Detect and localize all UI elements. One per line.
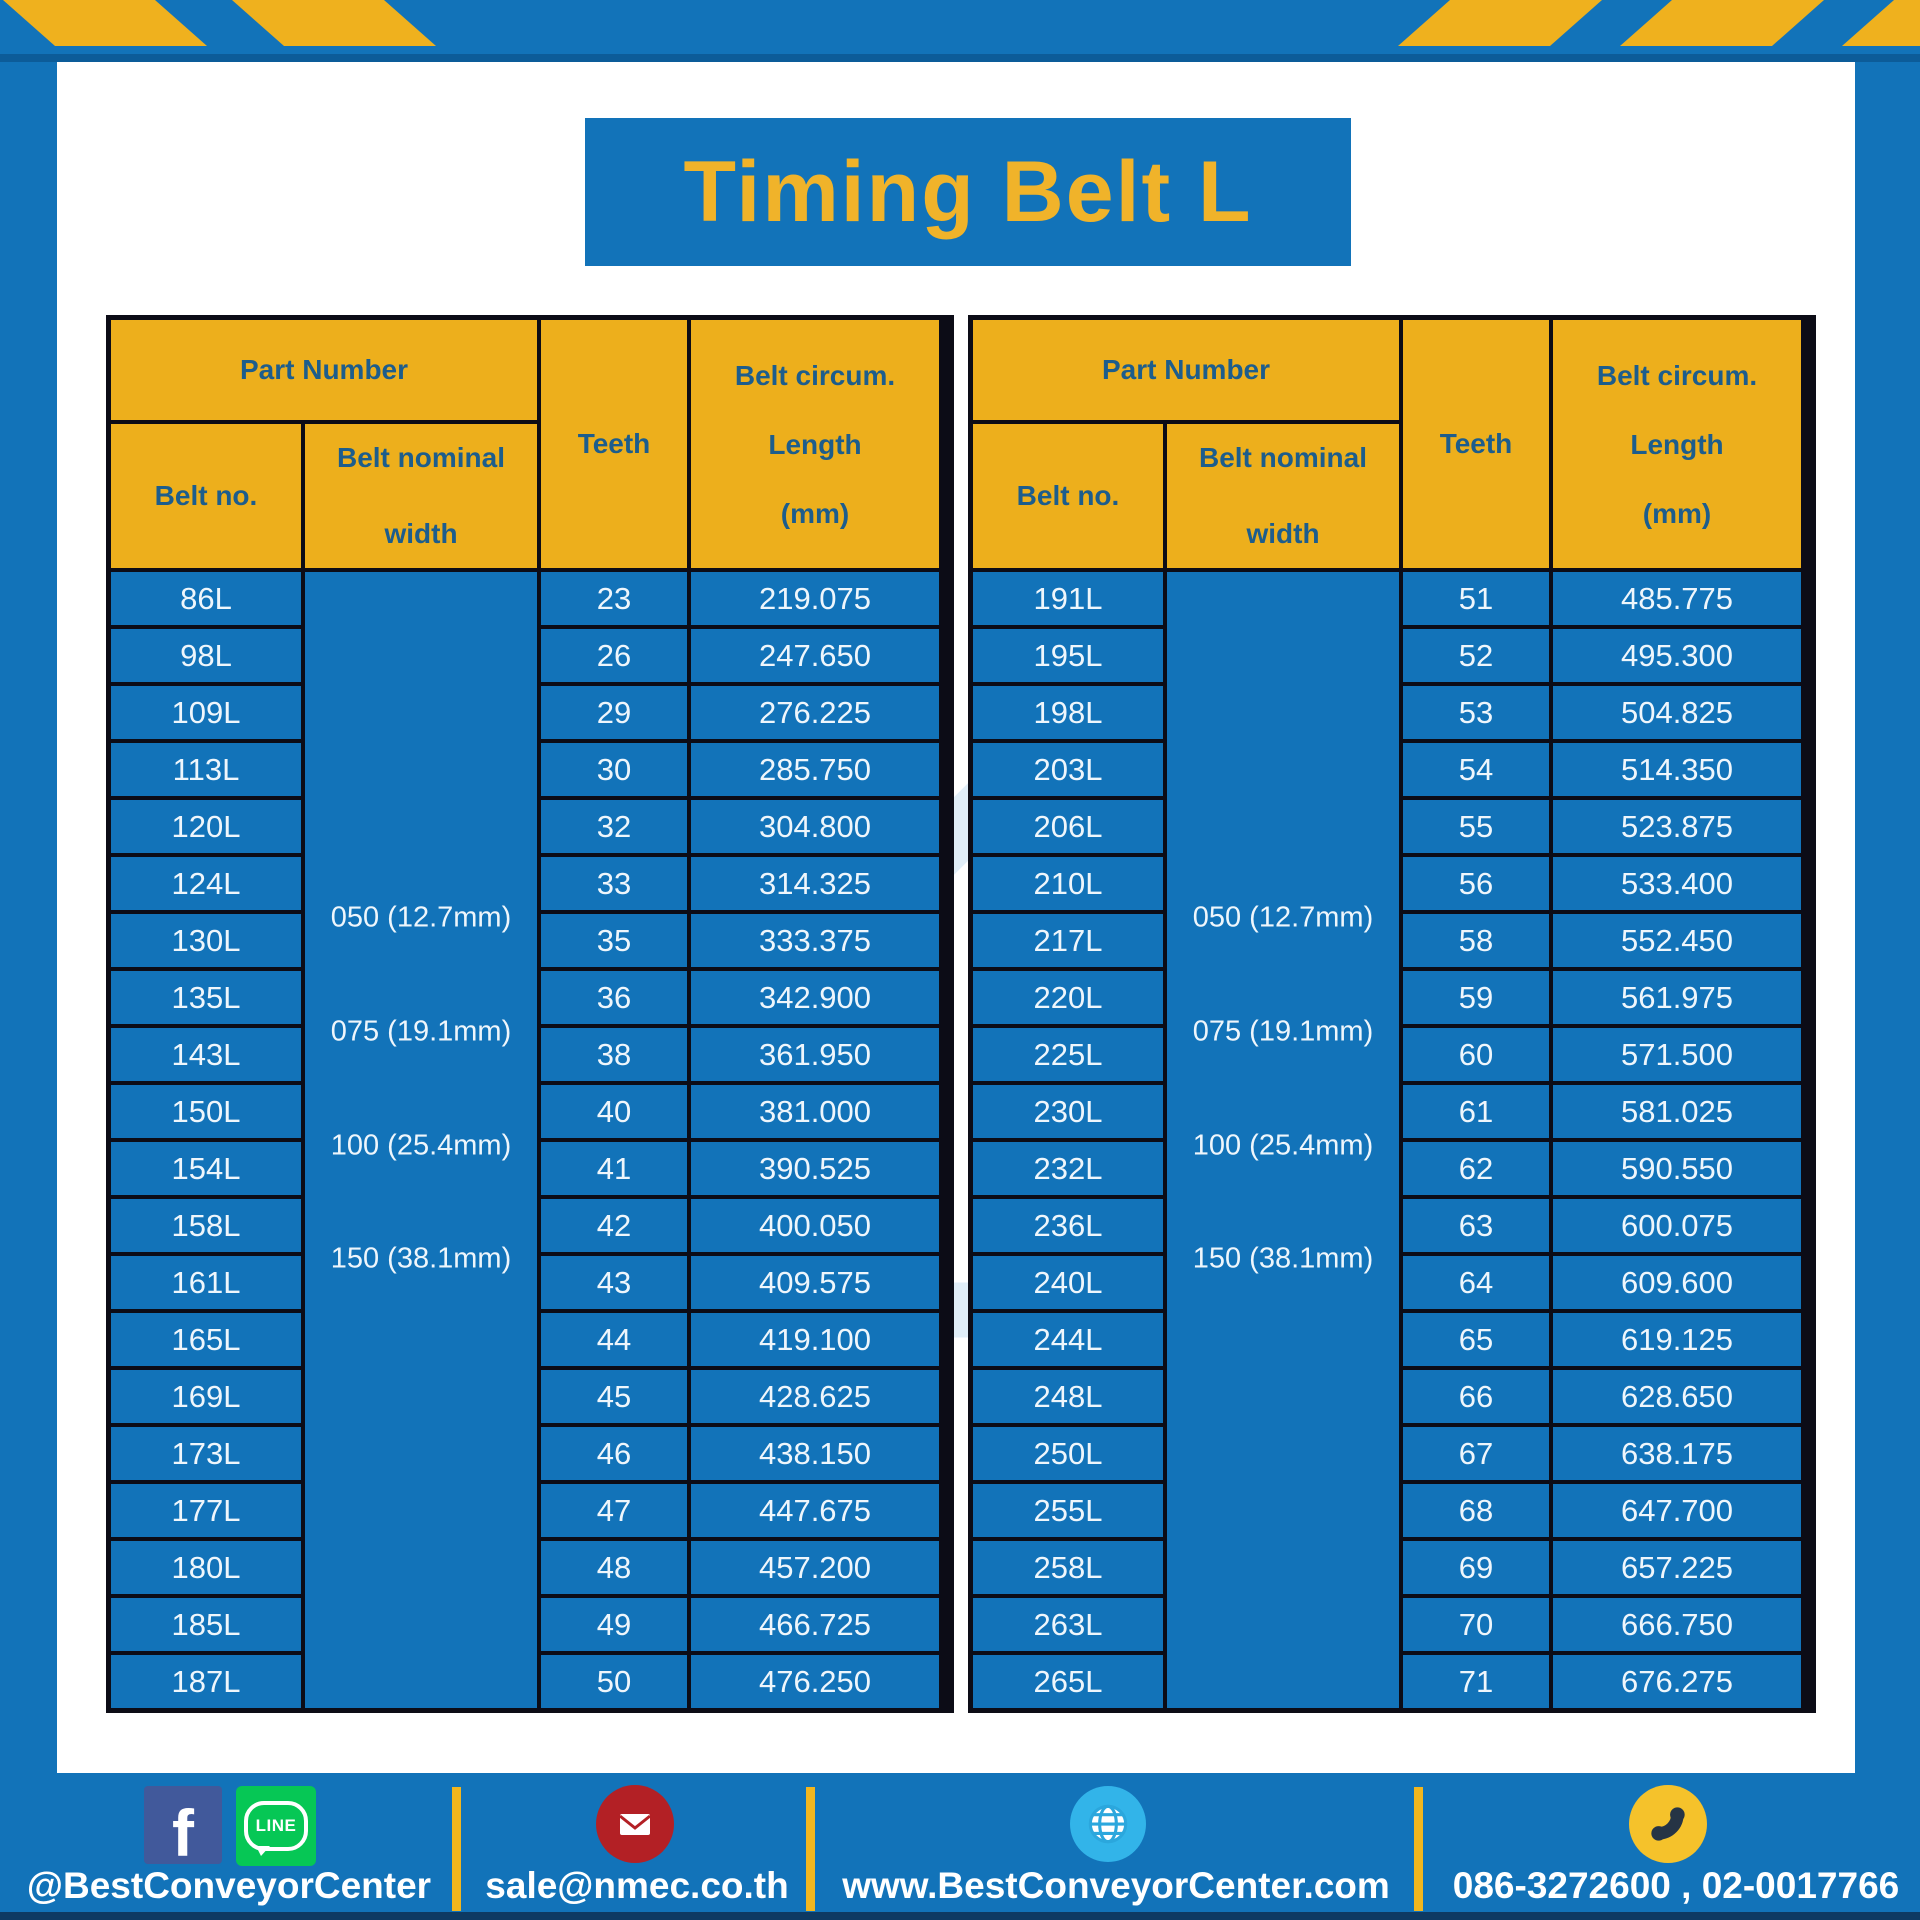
table-body (973, 572, 1811, 1708)
length-cell: 619.125 (1553, 1313, 1801, 1366)
belt-no-cell: 225L (973, 1028, 1163, 1081)
top-band-divider (0, 54, 1920, 62)
social-handle[interactable]: @BestConveyorCenter (26, 1865, 432, 1906)
belt-no-cell: 203L (973, 743, 1163, 796)
header-circum-line1: Belt circum. (1596, 359, 1758, 391)
teeth-cell: 47 (541, 1484, 687, 1537)
length-cell: 390.525 (691, 1142, 939, 1195)
facebook-icon-letter: f (172, 1796, 194, 1870)
teeth-cell: 38 (541, 1028, 687, 1081)
length-cell: 419.100 (691, 1313, 939, 1366)
length-cell: 428.625 (691, 1370, 939, 1423)
length-cell: 476.250 (691, 1655, 939, 1708)
belt-no-cell: 191L (973, 572, 1163, 625)
belt-width-label: 075 (19.1mm) (1192, 1015, 1374, 1048)
length-cell: 361.950 (691, 1028, 939, 1081)
belt-no-cell: 135L (111, 971, 301, 1024)
length-cell: 285.750 (691, 743, 939, 796)
belt-width-label: 050 (12.7mm) (330, 901, 512, 934)
belt-no-cell: 244L (973, 1313, 1163, 1366)
header-part-number: Part Number (111, 320, 537, 420)
length-cell: 276.225 (691, 686, 939, 739)
belt-width-label: 050 (12.7mm) (1192, 901, 1374, 934)
belt-no-cell: 236L (973, 1199, 1163, 1252)
belt-no-cell: 161L (111, 1256, 301, 1309)
teeth-cell: 49 (541, 1598, 687, 1651)
line-icon[interactable] (236, 1786, 316, 1866)
length-cell: 523.875 (1553, 800, 1801, 853)
line-speech-bubble (244, 1801, 308, 1851)
teeth-cell: 36 (541, 971, 687, 1024)
belt-no-cell: 258L (973, 1541, 1163, 1594)
length-cell: 514.350 (1553, 743, 1801, 796)
bottom-edge-strip (0, 1912, 1920, 1920)
email-icon[interactable] (596, 1785, 674, 1863)
header-belt-nominal-line2: width (1246, 518, 1320, 549)
header-belt-no: Belt no. (111, 424, 301, 568)
teeth-cell: 64 (1403, 1256, 1549, 1309)
header-belt-nominal-line2: width (384, 518, 458, 549)
teeth-cell: 59 (1403, 971, 1549, 1024)
belt-no-cell: 187L (111, 1655, 301, 1708)
belt-no-cell: 206L (973, 800, 1163, 853)
length-cell: 571.500 (1553, 1028, 1801, 1081)
globe-icon[interactable] (1070, 1786, 1146, 1862)
length-cell: 219.075 (691, 572, 939, 625)
teeth-cell: 29 (541, 686, 687, 739)
teeth-cell: 48 (541, 1541, 687, 1594)
belt-no-cell: 210L (973, 857, 1163, 910)
page-title: Timing Belt L (683, 143, 1253, 240)
teeth-cell: 30 (541, 743, 687, 796)
table-header (111, 320, 949, 568)
belt-no-cell: 220L (973, 971, 1163, 1024)
belt-no-cell: 230L (973, 1085, 1163, 1138)
line-icon-text: LINE (255, 1816, 297, 1835)
length-cell: 381.000 (691, 1085, 939, 1138)
header-teeth: Teeth (1403, 320, 1549, 568)
header-belt-nominal-line1: Belt nominal (336, 442, 505, 473)
teeth-cell: 71 (1403, 1655, 1549, 1708)
length-cell: 561.975 (1553, 971, 1801, 1024)
belt-width-label: 100 (25.4mm) (330, 1129, 512, 1162)
phone-icon[interactable] (1629, 1785, 1707, 1863)
length-cell: 333.375 (691, 914, 939, 967)
length-cell: 638.175 (1553, 1427, 1801, 1480)
belt-no-cell: 263L (973, 1598, 1163, 1651)
belt-width-merged-cell (305, 572, 537, 1708)
hazard-stripes-top (0, 0, 1920, 60)
header-belt-circum (1553, 320, 1801, 568)
header-belt-nominal-width (1167, 424, 1399, 568)
belt-no-cell: 124L (111, 857, 301, 910)
length-cell: 466.725 (691, 1598, 939, 1651)
header-part-number: Part Number (973, 320, 1399, 420)
header-circum-line1: Belt circum. (734, 359, 896, 391)
belt-no-cell: 255L (973, 1484, 1163, 1537)
header-circum-line2: Length (768, 428, 862, 460)
teeth-cell: 60 (1403, 1028, 1549, 1081)
teeth-cell: 23 (541, 572, 687, 625)
length-cell: 342.900 (691, 971, 939, 1024)
length-cell: 590.550 (1553, 1142, 1801, 1195)
teeth-cell: 62 (1403, 1142, 1549, 1195)
belt-no-cell: 265L (973, 1655, 1163, 1708)
teeth-cell: 26 (541, 629, 687, 682)
header-circum-line3: (mm) (1642, 497, 1712, 529)
teeth-cell: 32 (541, 800, 687, 853)
length-cell: 666.750 (1553, 1598, 1801, 1651)
belt-no-cell: 98L (111, 629, 301, 682)
belt-no-cell: 232L (973, 1142, 1163, 1195)
footer-divider (452, 1787, 461, 1911)
teeth-cell: 51 (1403, 572, 1549, 625)
teeth-cell: 33 (541, 857, 687, 910)
footer-divider (806, 1787, 815, 1911)
teeth-cell: 45 (541, 1370, 687, 1423)
teeth-cell: 61 (1403, 1085, 1549, 1138)
teeth-cell: 68 (1403, 1484, 1549, 1537)
belt-width-label: 075 (19.1mm) (330, 1015, 512, 1048)
belt-no-cell: 177L (111, 1484, 301, 1537)
length-cell: 400.050 (691, 1199, 939, 1252)
belt-no-cell: 113L (111, 743, 301, 796)
belt-no-cell: 158L (111, 1199, 301, 1252)
length-cell: 304.800 (691, 800, 939, 853)
footer (0, 1773, 1920, 1920)
teeth-cell: 70 (1403, 1598, 1549, 1651)
length-cell: 533.400 (1553, 857, 1801, 910)
header-belt-circum (691, 320, 939, 568)
teeth-cell: 58 (1403, 914, 1549, 967)
belt-no-cell: 217L (973, 914, 1163, 967)
belt-no-cell: 173L (111, 1427, 301, 1480)
belt-no-cell: 165L (111, 1313, 301, 1366)
teeth-cell: 43 (541, 1256, 687, 1309)
length-cell: 628.650 (1553, 1370, 1801, 1423)
teeth-cell: 67 (1403, 1427, 1549, 1480)
header-circum-line3: (mm) (780, 497, 850, 529)
belt-no-cell: 120L (111, 800, 301, 853)
teeth-cell: 54 (1403, 743, 1549, 796)
length-cell: 314.325 (691, 857, 939, 910)
belt-no-cell: 195L (973, 629, 1163, 682)
teeth-cell: 40 (541, 1085, 687, 1138)
length-cell: 609.600 (1553, 1256, 1801, 1309)
left-table (106, 315, 954, 1713)
length-cell: 676.275 (1553, 1655, 1801, 1708)
teeth-cell: 65 (1403, 1313, 1549, 1366)
table-header (973, 320, 1811, 568)
belt-no-cell: 154L (111, 1142, 301, 1195)
table-body (111, 572, 949, 1708)
belt-no-cell: 86L (111, 572, 301, 625)
length-cell: 552.450 (1553, 914, 1801, 967)
length-cell: 485.775 (1553, 572, 1801, 625)
length-cell: 247.650 (691, 629, 939, 682)
length-cell: 495.300 (1553, 629, 1801, 682)
length-cell: 581.025 (1553, 1085, 1801, 1138)
teeth-cell: 50 (541, 1655, 687, 1708)
belt-no-cell: 143L (111, 1028, 301, 1081)
belt-width-merged-cell (1167, 572, 1399, 1708)
header-belt-nominal-line1: Belt nominal (1198, 442, 1367, 473)
belt-no-cell: 250L (973, 1427, 1163, 1480)
footer-divider (1414, 1787, 1423, 1911)
belt-no-cell: 185L (111, 1598, 301, 1651)
length-cell: 409.575 (691, 1256, 939, 1309)
email-address[interactable]: sale@nmec.co.th (485, 1865, 789, 1906)
length-cell: 447.675 (691, 1484, 939, 1537)
right-table (968, 315, 1816, 1713)
teeth-cell: 69 (1403, 1541, 1549, 1594)
teeth-cell: 46 (541, 1427, 687, 1480)
title-banner (585, 118, 1351, 266)
teeth-cell: 53 (1403, 686, 1549, 739)
length-cell: 657.225 (1553, 1541, 1801, 1594)
teeth-cell: 63 (1403, 1199, 1549, 1252)
teeth-cell: 56 (1403, 857, 1549, 910)
belt-no-cell: 150L (111, 1085, 301, 1138)
header-circum-line2: Length (1630, 428, 1724, 460)
length-cell: 504.825 (1553, 686, 1801, 739)
belt-no-cell: 198L (973, 686, 1163, 739)
teeth-cell: 35 (541, 914, 687, 967)
length-cell: 438.150 (691, 1427, 939, 1480)
belt-width-label: 100 (25.4mm) (1192, 1129, 1374, 1162)
teeth-cell: 55 (1403, 800, 1549, 853)
length-cell: 457.200 (691, 1541, 939, 1594)
belt-no-cell: 130L (111, 914, 301, 967)
phone-numbers[interactable]: 086-3272600 , 02-0017766 (1452, 1865, 1900, 1906)
belt-no-cell: 109L (111, 686, 301, 739)
teeth-cell: 66 (1403, 1370, 1549, 1423)
teeth-cell: 52 (1403, 629, 1549, 682)
belt-width-label: 150 (38.1mm) (330, 1242, 512, 1275)
belt-no-cell: 248L (973, 1370, 1163, 1423)
length-cell: 647.700 (1553, 1484, 1801, 1537)
header-teeth: Teeth (541, 320, 687, 568)
website-url[interactable]: www.BestConveyorCenter.com (842, 1865, 1390, 1906)
teeth-cell: 42 (541, 1199, 687, 1252)
facebook-icon[interactable] (144, 1786, 222, 1870)
belt-width-label: 150 (38.1mm) (1192, 1242, 1374, 1275)
teeth-cell: 44 (541, 1313, 687, 1366)
belt-no-cell: 240L (973, 1256, 1163, 1309)
header-belt-no: Belt no. (973, 424, 1163, 568)
length-cell: 600.075 (1553, 1199, 1801, 1252)
belt-no-cell: 169L (111, 1370, 301, 1423)
teeth-cell: 41 (541, 1142, 687, 1195)
header-belt-nominal-width (305, 424, 537, 568)
belt-no-cell: 180L (111, 1541, 301, 1594)
